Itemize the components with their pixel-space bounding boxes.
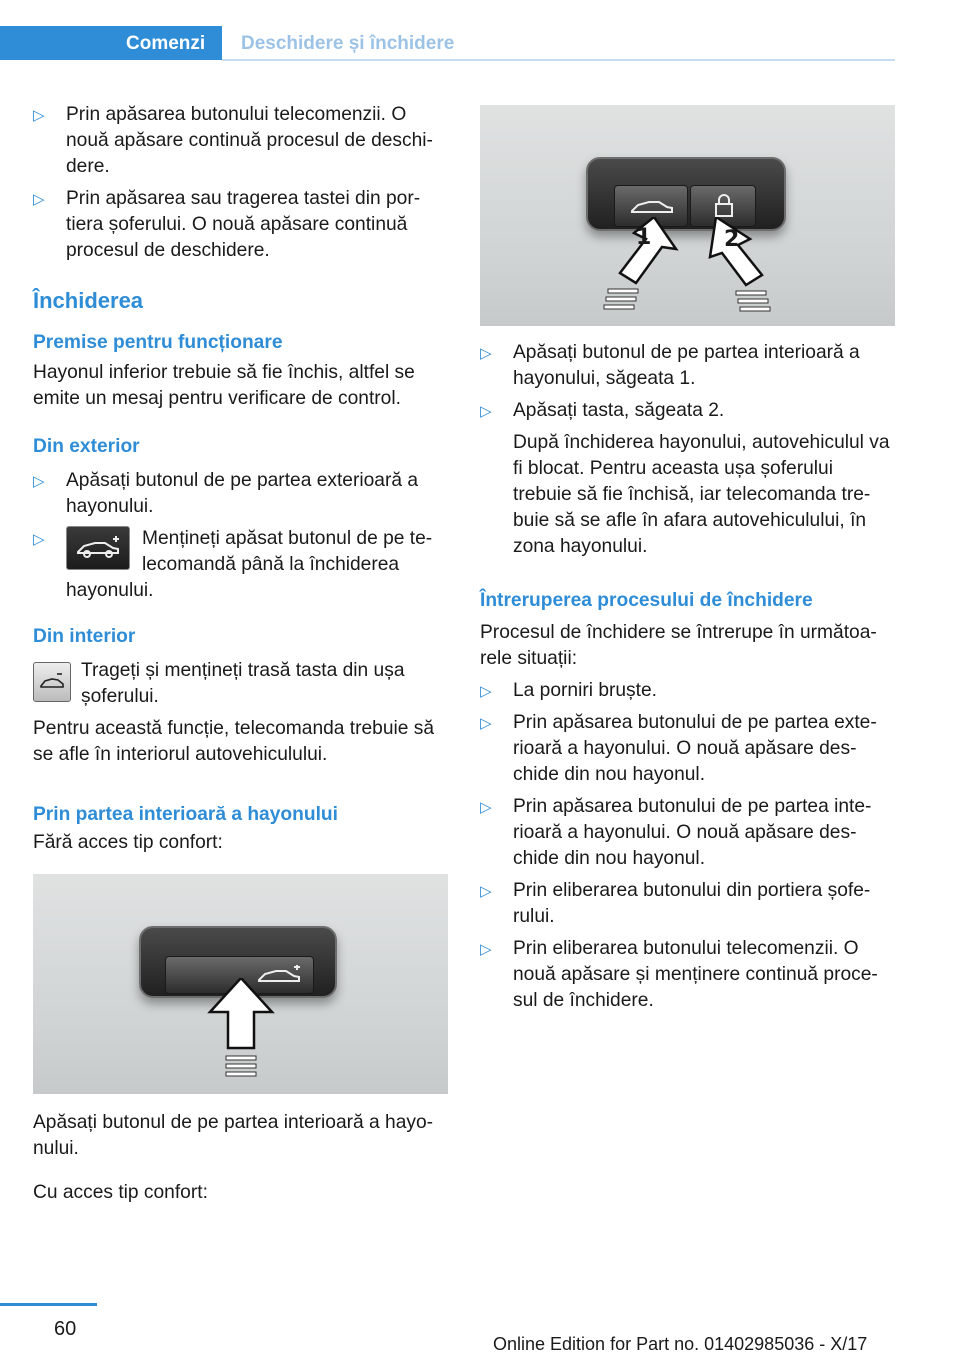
- triangle-right-icon: ▷: [33, 531, 45, 548]
- subheading-tailgate: Prin partea interioară a hayonului: [33, 804, 338, 825]
- arrow-2-icon: [696, 217, 786, 317]
- inside-note: Pentru această funcție, telecomanda trebuie să se afle în interiorul autovehiculului.: [33, 718, 435, 765]
- photo-caption: Apăsați butonul de pe partea interioară a hayo‐nului.: [33, 1112, 434, 1159]
- bullet-list-outside: [33, 468, 448, 604]
- triangle-right-icon: ▷: [480, 883, 492, 900]
- photo-tailgate-button: [33, 874, 448, 1094]
- arrow-label-2: 2: [724, 227, 740, 252]
- list-item: ▷ Apăsați butonul de pe partea interioară a hayonului, săgeata 1.: [480, 342, 860, 389]
- list-item: ▷ Prin eliberarea butonului din portiera șofe‐rului.: [480, 880, 871, 927]
- subheading-interrupt: Întreruperea procesului de închidere: [480, 590, 813, 611]
- bullet-list-opening: [33, 102, 448, 264]
- triangle-right-icon: ▷: [480, 799, 492, 816]
- list-item: ▷ Apăsați tasta, săgeata 2. După închiderea hayonului, autovehiculul va fi blocat. Pentru aceasta ușa șoferului trebuie să fie închisă, iar telecomanda tre‐buie să se afle în afara autovehiculului, în zona hayonului.: [480, 398, 895, 560]
- list-item: ▷ Prin eliberarea butonului telecomenzii. O nouă apăsare și menținere continuă proce‐sul de închidere.: [480, 938, 878, 1011]
- edition-text: Online Edition for Part no. 01402985036 - X/17: [493, 1334, 868, 1354]
- bullet-list-interrupt: [480, 678, 895, 1014]
- triangle-right-icon: ▷: [480, 403, 492, 420]
- tab-deschidere-inchidere[interactable]: Deschidere și închidere: [241, 33, 455, 54]
- footer-divider: [0, 1303, 97, 1306]
- bullet-list-comfort: [480, 340, 895, 560]
- subheading-inside: Din interior: [33, 626, 136, 647]
- list-item: ▷ Prin apăsarea butonului telecomenzii. O nouă apăsare continuă procesul de deschi‐dere.: [33, 104, 433, 177]
- interrupt-text: Procesul de închidere se întrerupe în următoa‐rele situații:: [480, 622, 877, 669]
- triangle-right-icon: ▷: [33, 191, 45, 208]
- inside-instruction: Trageți și mențineți trasă tasta din ușa șoferului.: [33, 658, 448, 710]
- right-column: [480, 105, 895, 1020]
- photo-tailgate-two-buttons: [480, 105, 895, 326]
- left-column: [33, 102, 448, 1206]
- car-tailgate-key-icon: [66, 526, 130, 570]
- arrow-label-1: 1: [636, 225, 652, 250]
- subheading-prerequisites: Premise pentru funcționare: [33, 332, 283, 353]
- prereq-text: Hayonul inferior trebuie să fie închis, altfel se emite un mesaj pentru verificare de control.: [33, 362, 415, 409]
- no-comfort-label: Fără acces tip confort:: [33, 832, 223, 853]
- arrow-icon: [206, 978, 276, 1088]
- list-item: ▷ Prin apăsarea butonului de pe partea exte‐rioară a hayonului. O nouă apăsare des‐chide din nou hayonul.: [480, 712, 877, 785]
- triangle-right-icon: ▷: [480, 715, 492, 732]
- after-lock-text: După închiderea hayonului, autovehiculul va fi blocat. Pentru aceasta ușa șoferului trebuie să fie închisă, iar telecomanda tre‐buie să se afle în afara autovehiculului, în zona hayonului.: [513, 432, 890, 557]
- header-divider: [222, 59, 895, 61]
- page-header: [0, 26, 895, 62]
- list-item: ▷ Prin apăsarea butonului de pe partea inte‐rioară a hayonului. O nouă apăsare des‐chide din nou hayonul.: [480, 796, 872, 869]
- triangle-right-icon: ▷: [480, 683, 492, 700]
- list-item: ▷ La porniri bruște.: [480, 678, 895, 704]
- subheading-outside: Din exterior: [33, 436, 140, 457]
- triangle-right-icon: ▷: [33, 107, 45, 124]
- triangle-right-icon: ▷: [480, 941, 492, 958]
- triangle-right-icon: ▷: [480, 345, 492, 362]
- door-tailgate-switch-icon: [33, 662, 71, 702]
- list-item: ▷ Apăsați butonul de pe partea exterioară a hayonului.: [33, 470, 419, 517]
- page-number: 60: [54, 1318, 77, 1340]
- section-heading-closing: Închiderea: [33, 288, 144, 313]
- with-comfort-label: Cu acces tip confort:: [33, 1182, 208, 1203]
- list-item: ▷ Prin apăsarea sau tragerea tastei din por‐tiera șoferului. O nouă apăsare continuă procesul de deschidere.: [33, 188, 421, 261]
- triangle-right-icon: ▷: [33, 473, 45, 490]
- list-item: ▷ Mențineți apăsat butonul de pe te‐lecomandă până la închiderea hayonului.: [33, 528, 433, 601]
- tab-comenzi[interactable]: Comenzi: [0, 26, 222, 60]
